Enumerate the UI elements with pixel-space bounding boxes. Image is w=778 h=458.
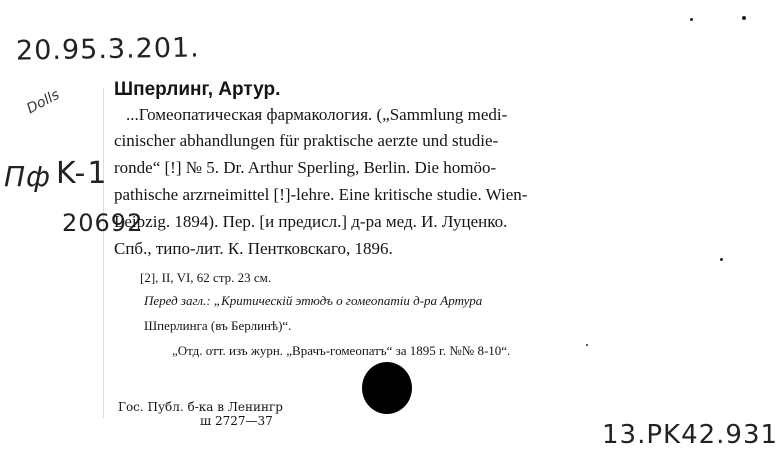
speck [720,258,723,261]
entry-line-5: Leipzig. 1894). Пер. [и предисл.] д-ра мед. И. Луценко. [114,212,508,231]
handwritten-shelf-mark: Пф [4,160,51,193]
handwritten-inventory-number: 20692 [62,209,144,237]
note-line-1: Перед загл.: „Критическій этюдъ о гомеопатіи д-ра Артура [144,293,483,308]
card-margin-line [103,88,104,418]
handwritten-scribble: Dolls [24,86,63,118]
entry-line-1: ...Гомеопатическая фармакология. („Sammlung medi- [126,105,508,124]
library-order-number: ш 2727—37 [200,414,273,428]
library-imprint: Гос. Публ. б-ка в Ленингр [118,400,283,414]
card-punch-hole [362,362,412,414]
handwritten-call-number: 20.95.3.201. [15,32,201,67]
collation-line: [2], II, VI, 62 стр. 23 см. [140,270,272,285]
speck [690,18,693,21]
entry-line-6: Спб., типо-лит. К. Пентковскаго, 1896. [114,239,393,258]
speck [586,344,588,346]
handwritten-bottom-number: 13.PK42.931 [602,420,778,450]
handwritten-k-mark: K-1 [56,156,109,191]
note-line-2: Шперлинга (въ Берлинѣ)“. [144,318,292,333]
entry-line-2: cinischer abhandlungen für praktische aerzte und studie- [114,131,499,150]
speck [742,16,746,20]
entry-line-3: ronde“ [!] № 5. Dr. Arthur Sperling, Berlin. Die homöo- [114,158,497,177]
entry-line-4: pathische arzrneimittel [!]-lehre. Eine kritische studie. Wien- [114,185,528,204]
note-line-3: „Отд. отт. изъ журн. „Врачъ-гомеопатъ“ за 1895 г. №№ 8-10“. [172,343,511,358]
author-heading: Шперлинг, Артур. [114,79,281,100]
